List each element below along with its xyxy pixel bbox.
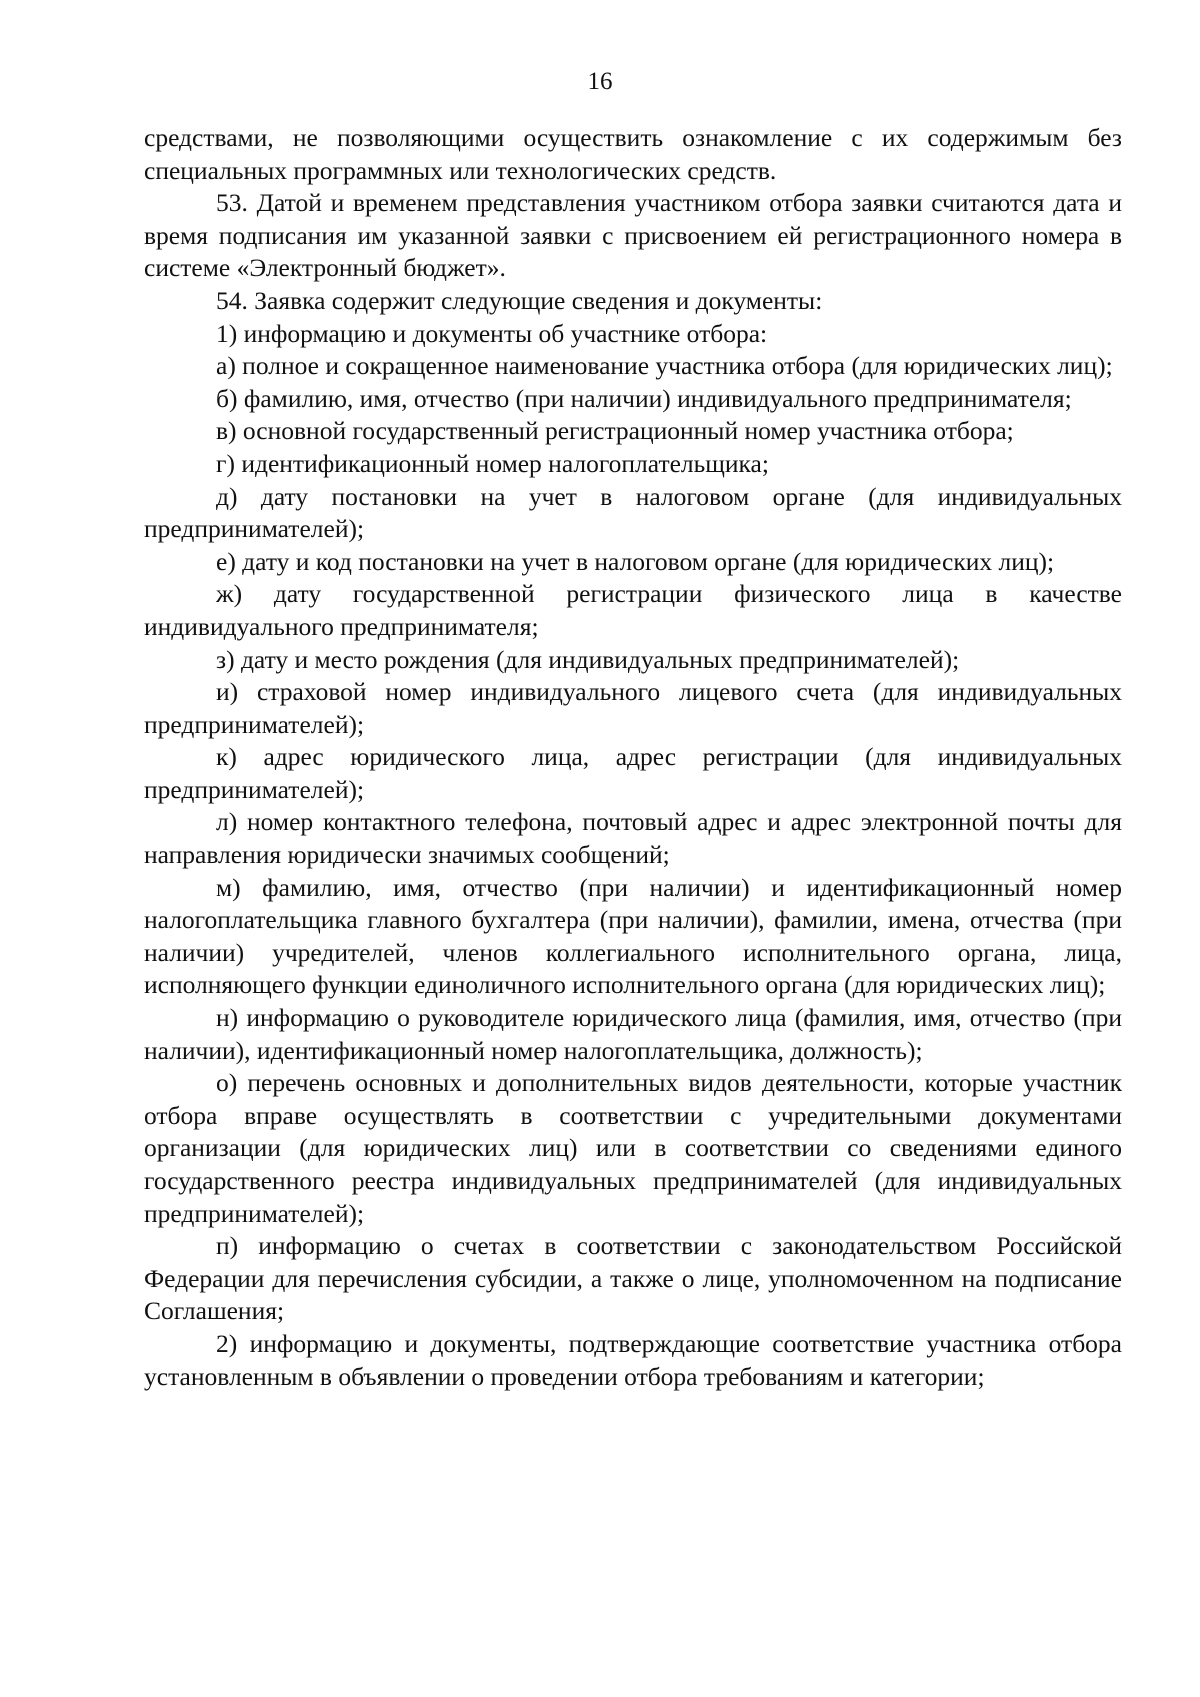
sub-item-o: о) перечень основных и дополнительных видов деятельности, которые участник отбора вправе осуществлять в соответствии с учредительными документами организации (для юридических лиц) или в соответствии со сведениями единого государственного реестра индивидуальных предпринимателей (для индивидуальных предпринимателей);	[144, 1068, 1122, 1228]
document-body	[144, 122, 1122, 1393]
sub-item-m: м) фамилию, имя, отчество (при наличии) и идентификационный номер налогоплательщика главного бухгалтера (при наличии), фамилии, имена, отчества (при наличии) учредителей, членов коллегиального исполнительного органа, лица, исполняющего функции единоличного исполнительного органа (для юридических лиц);	[144, 872, 1122, 1000]
sub-item-p: п) информацию о счетах в соответствии с законодательством Российской Федерации для перечисления субсидии, а также о лице, уполномоченном на подписание Соглашения;	[144, 1231, 1122, 1326]
sub-item-k: к) адрес юридического лица, адрес регистрации (для индивидуальных предпринимателей);	[144, 742, 1122, 804]
sub-item-z: з) дату и место рождения (для индивидуальных предпринимателей);	[216, 644, 960, 674]
sub-item-l: л) номер контактного телефона, почтовый адрес и адрес электронной почты для направления юридически значимых сообщений;	[144, 807, 1122, 870]
list-item-1: 1) информацию и документы об участнике отбора:	[216, 318, 768, 348]
sub-item-g: г) идентификационный номер налогоплательщика;	[216, 448, 769, 478]
sub-item-i: и) страховой номер индивидуального лицевого счета (для индивидуальных предпринимателей);	[144, 677, 1122, 739]
sub-item-v: в) основной государственный регистрационный номер участника отбора;	[216, 416, 1014, 446]
page-number: 16	[587, 68, 613, 95]
sub-item-n: н) информацию о руководителе юридического лица (фамилия, имя, отчество (при наличии), идентификационный номер налогоплательщика, должность);	[144, 1003, 1122, 1065]
list-item-2: 2) информацию и документы, подтверждающие соответствие участника отбора установленным в объявлении о проведении отбора требованиям и категории;	[144, 1328, 1122, 1391]
sub-item-d: д) дату постановки на учет в налоговом органе (для индивидуальных предпринимателей);	[144, 481, 1122, 544]
sub-item-a: а) полное и сокращенное наименование участника отбора (для юридических лиц);	[216, 351, 1113, 381]
sub-item-e: е) дату и код постановки на учет в налоговом органе (для юридических лиц);	[216, 546, 1055, 576]
paragraph-53: 53. Датой и временем представления участником отбора заявки считаются дата и время подписания им указанной заявки с присвоением ей регистрационного номера в системе «Электронный бюджет».	[144, 188, 1122, 283]
paragraph-continuation: средствами, не позволяющими осуществить ознакомление с их содержимым без специальных программных или технологических средств.	[144, 123, 1122, 185]
sub-item-b: б) фамилию, имя, отчество (при наличии) индивидуального предпринимателя;	[216, 383, 1072, 413]
sub-item-zh: ж) дату государственной регистрации физического лица в качестве индивидуального предпринимателя;	[144, 579, 1122, 641]
paragraph-54: 54. Заявка содержит следующие сведения и документы:	[216, 285, 823, 315]
